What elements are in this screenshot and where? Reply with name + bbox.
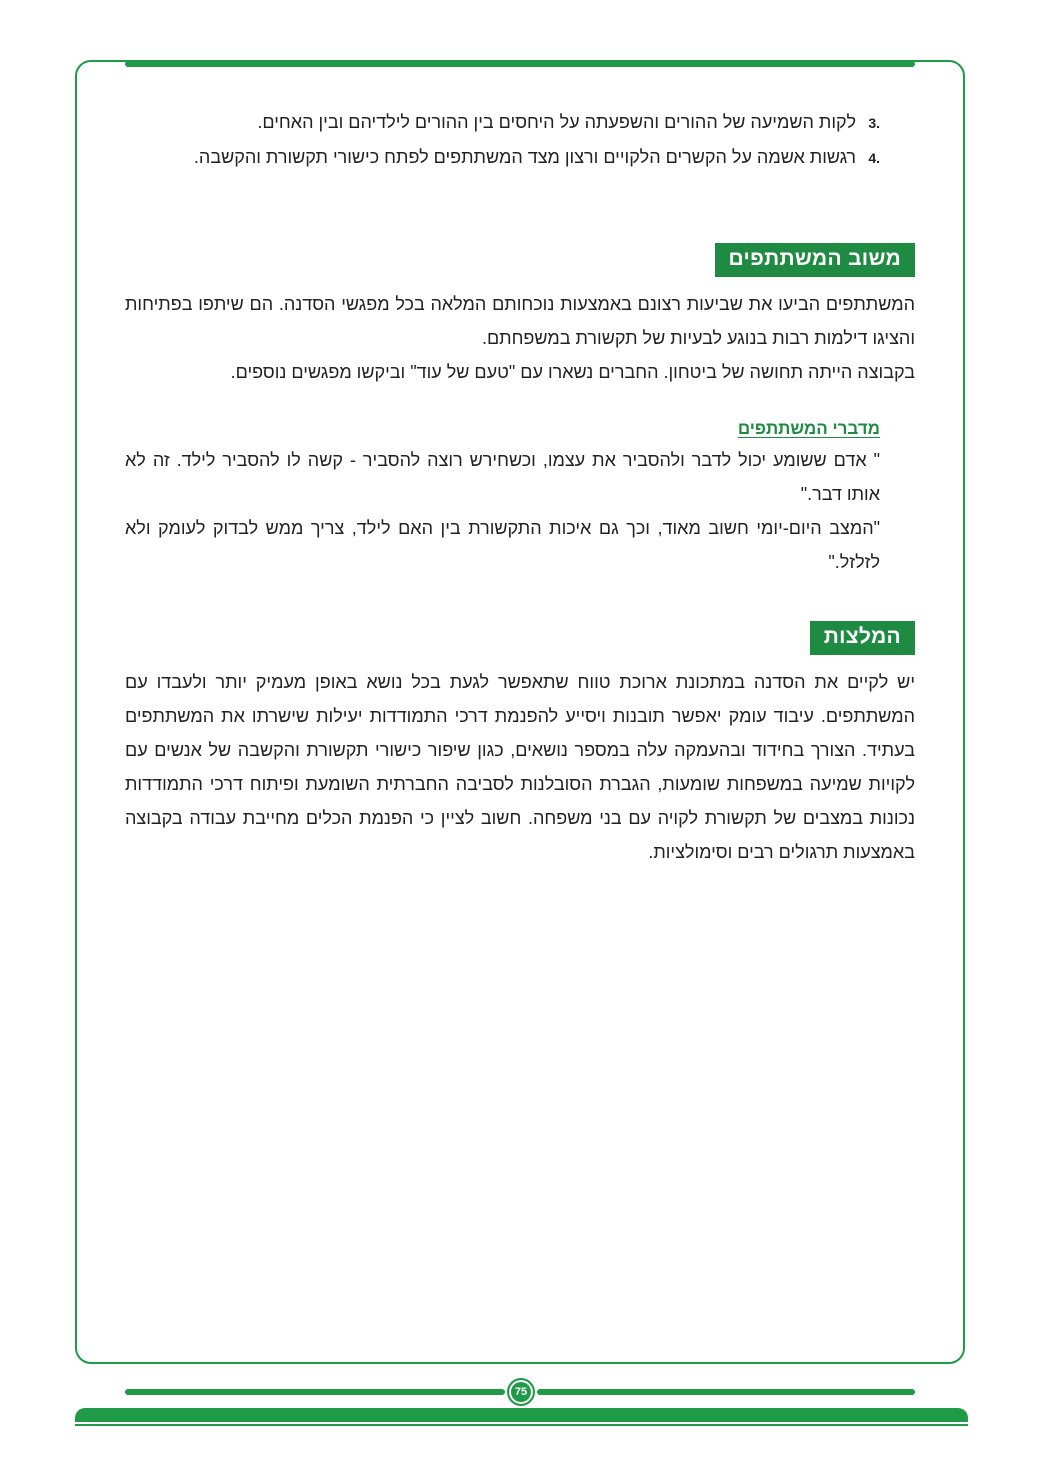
list-item [125, 105, 880, 140]
footer-band [75, 1408, 968, 1422]
footer-thin-line [75, 1424, 968, 1426]
feedback-paragraph-2: בקבוצה הייתה תחושה של ביטחון. החברים נשארו עם "טעם של עוד" וביקשו מפגשים נוספים. [230, 362, 915, 382]
list-text: רגשות אשמה על הקשרים הלקויים ורצון מצד המשתתפים לפתח כישורי תקשורת והקשבה. [193, 147, 856, 167]
list-number: .3 [868, 115, 880, 131]
top-decor-bar [125, 61, 915, 67]
quotes-heading: מדברי המשתתפים [737, 419, 880, 438]
page-content [125, 105, 915, 869]
list-number: .4 [868, 150, 880, 166]
bottom-decor-line-left [125, 1389, 505, 1395]
list-text: לקות השמיעה של ההורים והשפעתה על היחסים בין ההורים לילדיהם ובין האחים. [257, 112, 856, 132]
quote-1: " אדם ששומע יכול לדבר ולהסביר את עצמו, וכשחירש רוצה להסביר - קשה לו להסביר לילד. זה לא אותו דבר." [125, 450, 880, 504]
recommendations-heading: המלצות [810, 621, 915, 655]
feedback-heading: משוב המשתתפים [715, 243, 915, 277]
feedback-paragraph-1: המשתתפים הביעו את שביעות רצונם באמצעות נוכחותם המלאה בכל מפגשי הסדנה. הם שיתפו בפתיחות והציגו דילמות רבות בנוגע לבעיות של תקשורת במשפחתם. [125, 294, 915, 348]
numbered-list [125, 105, 915, 175]
page-number: 75 [514, 1386, 528, 1398]
list-item [125, 140, 880, 175]
recommendations-paragraph: יש לקיים את הסדנה במתכונת ארוכת טווח שתאפשר לגעת בכל נושא באופן מעמיק יותר ולעבדו עם המשתתפים. עיבוד עומק יאפשר תובנות ויסייע להפנמת דרכי התמודדות יעילות שישרתו את המשתתפים בעתיד. הצורך בחידוד ובהעמקה עלה במספר נושאים, כגון שיפור כישורי תקשורת והקשבה של אנשים עם לקויות שמיעה במשפחות שומעות, הגברת הסובלנות לסביבה החברתית השומעת ופיתוח דרכי התמודדות נכונות במצבים של תקשורת לקויה עם בני משפחה. חשוב לציין כי הפנמת הכלים מחייבת עבודה בקבוצה באמצעות תרגולים רבים וסימולציות. [125, 672, 915, 862]
page-number-badge [507, 1378, 535, 1406]
quote-2: "המצב היום-יומי חשוב מאוד, וכך גם איכות התקשורת בין האם לילד, צריך ממש לבדוק לעומק ולא לזלזל." [125, 518, 880, 572]
bottom-decor-line-right [537, 1389, 915, 1395]
